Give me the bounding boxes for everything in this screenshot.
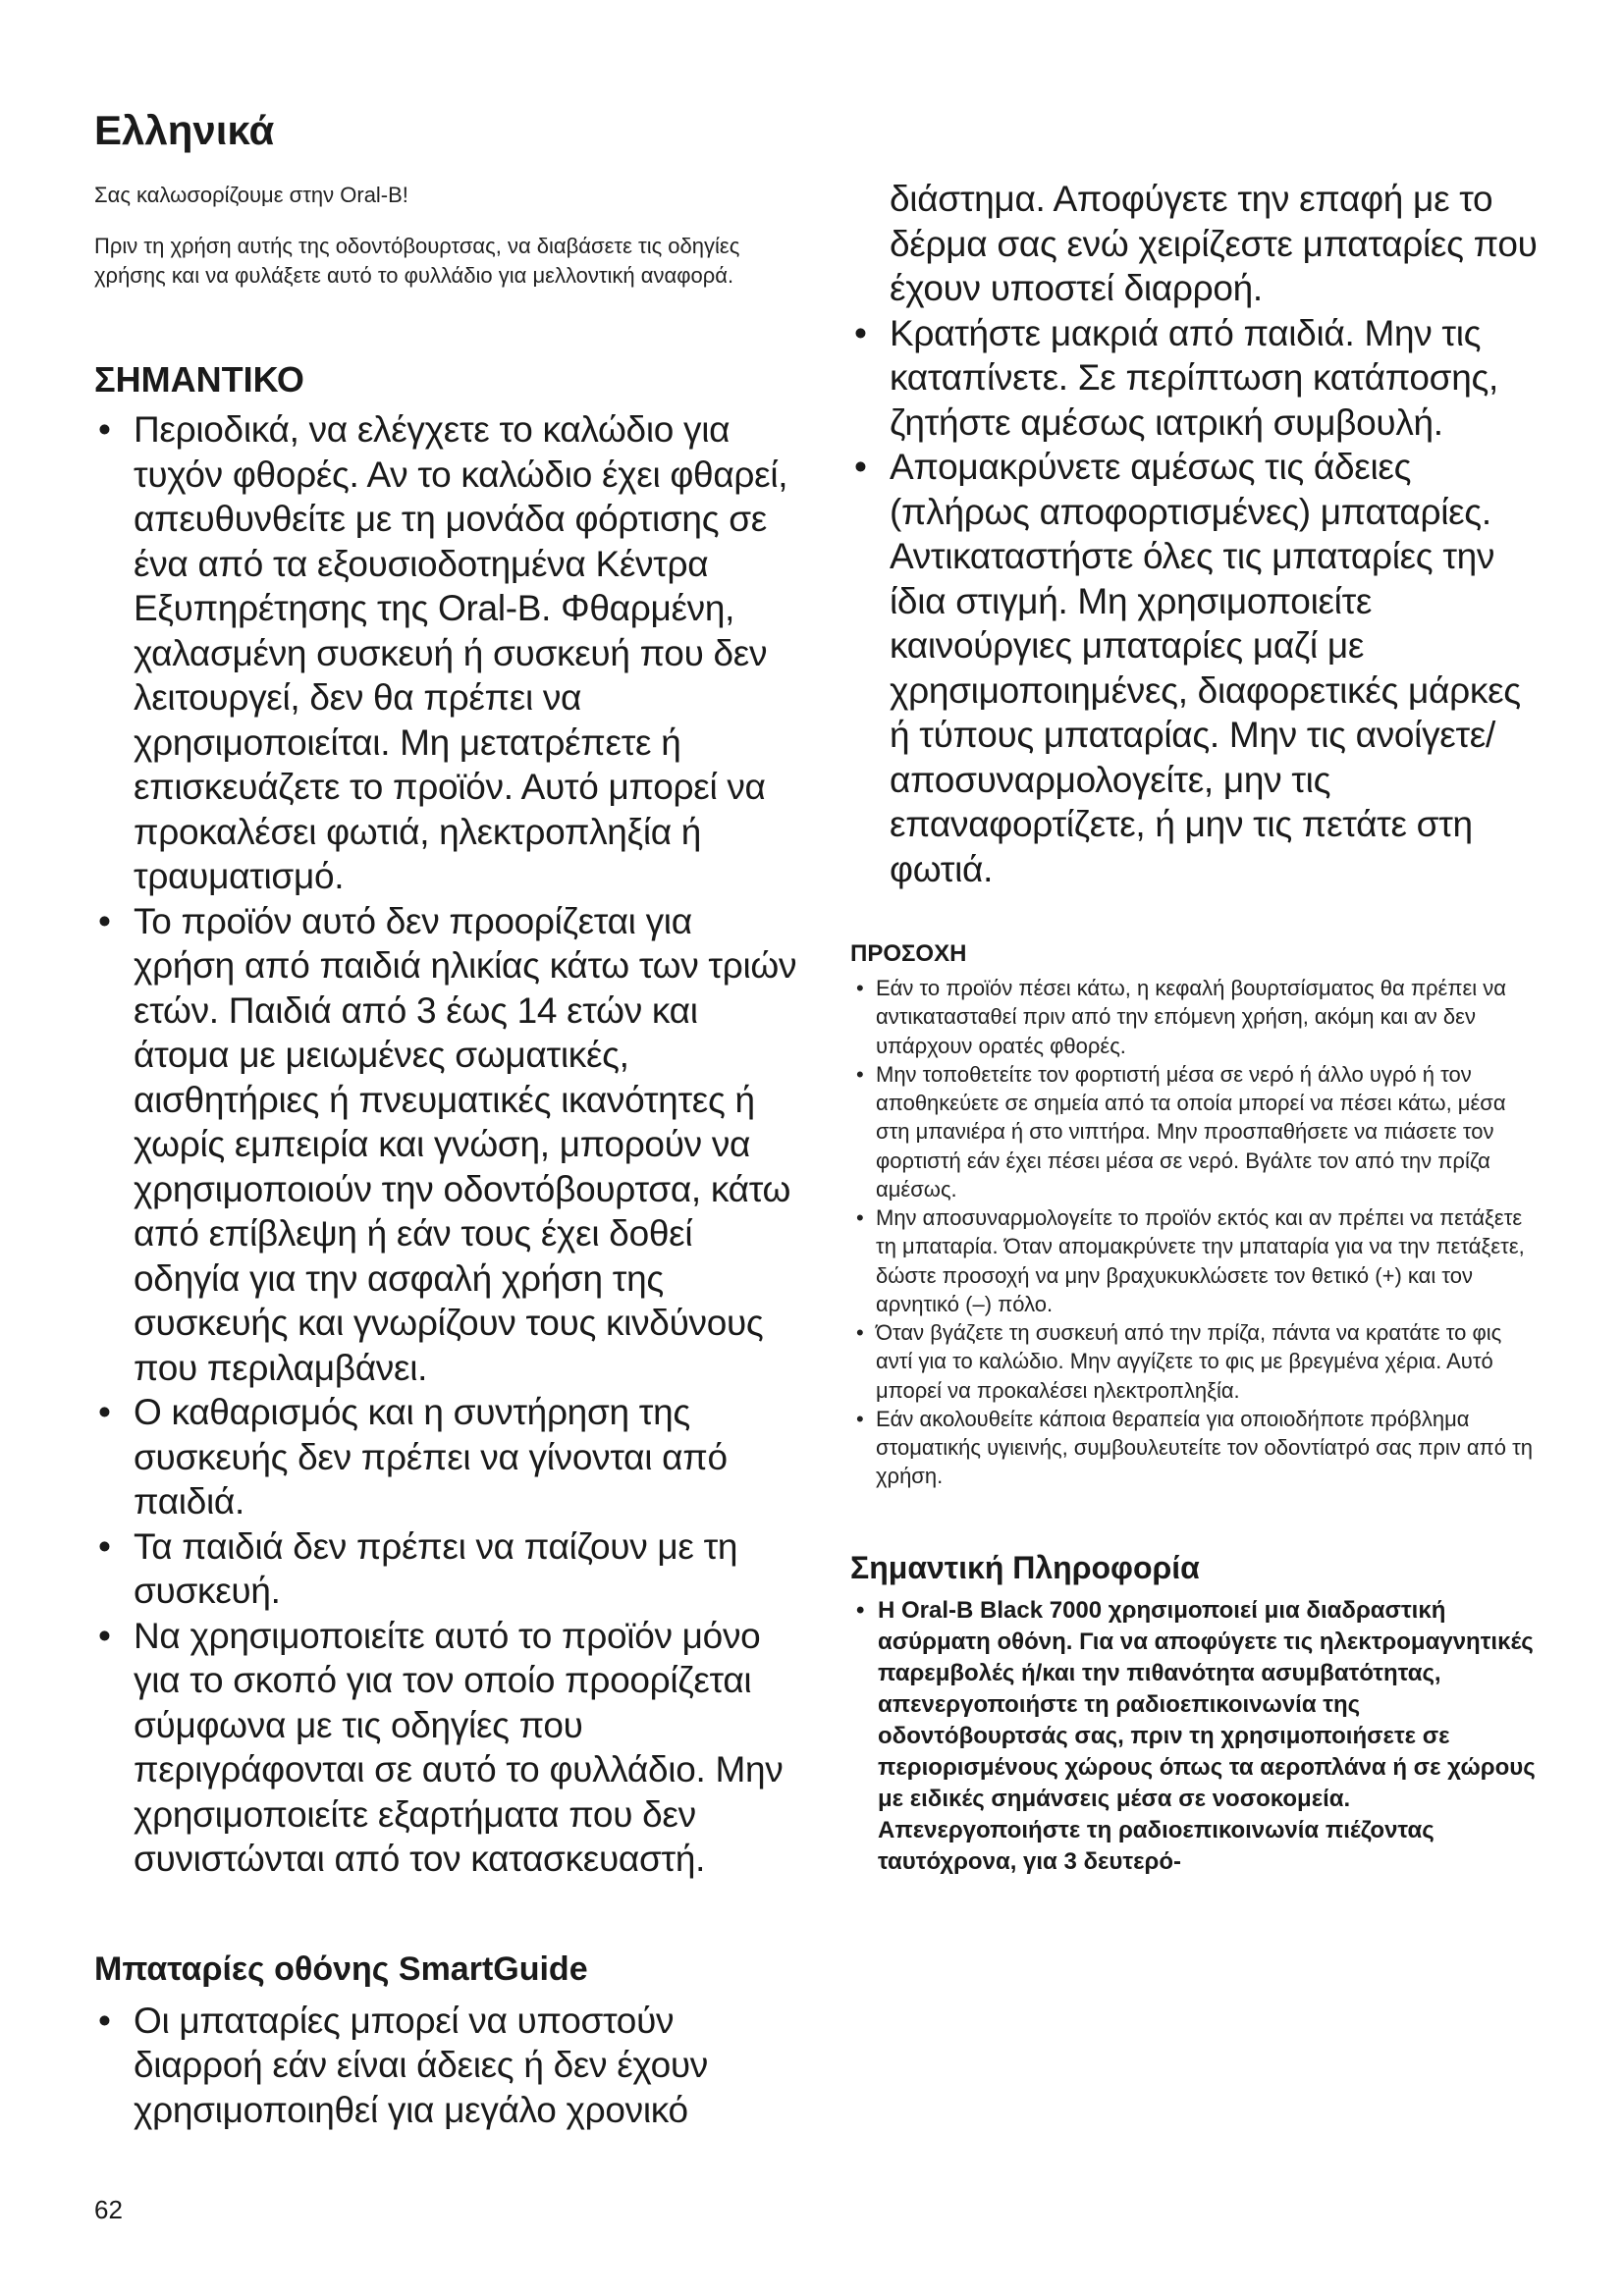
- bullet-icon: •: [98, 1392, 111, 1433]
- bullet-icon: •: [856, 1320, 864, 1345]
- caution-title: ΠΡΟΣΟΧΗ: [850, 940, 967, 967]
- bullet-icon: •: [98, 1525, 111, 1567]
- list-item: • Μην τοποθετείτε τον φορτιστή μέσα σε νερό ή άλλο υγρό ή τον αποθηκεύετε σε σημεία από τα οποία μπορεί να πέσει κάτω, μέσα στη μπανιέρα ή στο νιπτήρα. Μην προσπαθήσετε να πιάσετε τον φορτιστή εάν έχει πέσει μέσα σε νερό. Βγάλτε τον από την πρίζα αμέσως.: [856, 1061, 1506, 1201]
- list-item: • Περιοδικά, να ελέγχετε το καλώδιο για τυχόν φθορές. Αν το καλώδιο έχει φθαρεί, απευθυνθείτε με τη μονάδα φόρτισης σε ένα από τα εξουσιοδοτημένα Κέντρα Εξυπηρέτησης της Oral-B. Φθαρμένη, χαλασμένη συσκευή ή συσκευή που δεν λειτουργεί, δεν θα πρέπει να χρησιμοποιείται. Μη μετατρέπετε ή επισκευάζετε το προϊόν. Αυτό μπορεί να προκαλέσει φωτιά, ηλεκτροπληξία ή τραυματισμό.: [98, 409, 788, 897]
- batteries-title: Μπαταρίες οθόνης SmartGuide: [94, 1949, 588, 1988]
- bullet-icon: •: [856, 1597, 865, 1625]
- caution-list: [850, 974, 1538, 1491]
- bullet-icon: •: [856, 1205, 864, 1230]
- list-item: • Όταν βγάζετε τη συσκευή από την πρίζα, πάντα να κρατάτε το φις αντί για το καλώδιο. Μην αγγίζετε το φις με βρεγμένα χέρια. Αυτό μπορεί να προκαλέσει ηλεκτροπληξία.: [856, 1320, 1502, 1403]
- bullet-icon: •: [856, 1061, 864, 1087]
- bullet-icon: •: [98, 1615, 111, 1656]
- list-item: • Να χρησιμοποιείτε αυτό το προϊόν μόνο για το σκοπό για τον οποίο προορίζεται σύμφωνα με τις οδηγίες που περιγράφονται σε αυτό το φυλλάδιο. Μην χρησιμοποιείτε εξαρτήματα που δεν συνιστώνται από τον κατασκευαστή.: [98, 1615, 784, 1880]
- battery-item1-continued: διάστημα. Αποφύγετε την επαφή με το δέρμα σας ενώ χειρίζεστε μπαταρίες που έχουν υποστεί διαρροή.: [890, 179, 1538, 308]
- list-item: • Απομακρύνετε αμέσως τις άδειες (πλήρως αποφορτισμένες) μπαταρίες. Αντικαταστήστε όλες τις μπαταρίες την ίδια στιγμή. Μη χρησιμοποιείτε καινούργιες μπαταρίες μαζί με χρησιμοποιημένες, διαφορετικές μάρκες ή τύπους μπαταρίας. Μην τις ανοίγετε/αποσυναρμολογείτε, μην τις επαναφορτίζετε, ή μην τις πετάτε στη φωτιά.: [854, 447, 1521, 889]
- bullet-icon: •: [856, 1406, 864, 1431]
- bullet-icon: •: [98, 409, 111, 451]
- bullet-icon: •: [98, 900, 111, 941]
- page-number: 62: [94, 2195, 123, 2224]
- list-item: • Το προϊόν αυτό δεν προορίζεται για χρήση από παιδιά ηλικίας κάτω των τριών ετών. Παιδιά από 3 έως 14 ετών και άτομα με μειωμένες σωματικές, αισθητήριες ή πνευματικές ικανότητες ή χωρίς εμπειρία και γνώση, μπορούν να χρησιμοποιούν την οδοντόβουρτσα, κάτω από επίβλεψη ή εάν τους έχει δοθεί οδηγία για την ασφαλή χρήση της συσκευής και γνωρίζουν τους κινδύνους που περιλαμβάνει.: [98, 900, 797, 1388]
- batteries-list-part2: [850, 311, 1538, 892]
- bullet-icon: •: [856, 976, 864, 1000]
- list-item: • Οι μπαταρίες μπορεί να υποστούν διαρροή εάν είναι άδειες ή δεν έχουν χρησιμοποιηθεί για μεγάλο χρονικό: [98, 2000, 708, 2130]
- list-item: • Η Oral-B Black 7000 χρησιμοποιεί μια διαδραστική ασύρματη οθόνη. Για να αποφύγετε τις ηλεκτρομαγνητικές παρεμβολές ή/και την πιθανότητα ασυμβατότητας, απενεργοποιήστε τη ραδιοεπικοινωνία της οδοντόβουρτσάς σας, πριν τη χρησιμοποιήσετε σε περιορισμένους χώρους όπως τα αεροπλάνα ή σε χώρους με ειδικές σημάνσεις μέσα σε νοσοκομεία. Απενεργοποιήστε τη ραδιοεπικοινωνία πιέζοντας ταυτόχρονα, για 3 δευτερό-: [856, 1597, 1536, 1875]
- list-item: • Τα παιδιά δεν πρέπει να παίζουν με τη συσκευή.: [98, 1525, 738, 1612]
- bullet-icon: •: [854, 447, 867, 487]
- bullet-icon: •: [854, 312, 867, 353]
- important-title: ΣΗΜΑΝΤΙΚΟ: [94, 358, 304, 400]
- important-list: [94, 407, 801, 1882]
- list-item: • Μην αποσυναρμολογείτε το προϊόν εκτός και αν πρέπει να πετάξετε τη μπαταρία. Όταν απομακρύνετε την μπαταρία για να την πετάξετε, δώστε προσοχή να μην βραχυκυκλώσετε τον θετικό (+) και τον αρνητικό (–) πόλο.: [856, 1205, 1525, 1316]
- important-info-title: Σημαντική Πληροφορία: [850, 1549, 1200, 1585]
- left-column: [94, 108, 801, 2132]
- instructions-text: Πριν τη χρήση αυτής της οδοντόβουρτσας, να διαβάσετε τις οδηγίες χρήσης και να φυλάξετε αυτό το φυλλάδιο για μελλοντική αναφορά.: [94, 234, 740, 288]
- important-info-list: [850, 1595, 1538, 1877]
- batteries-list-part1: [94, 1999, 801, 2133]
- right-column: [850, 177, 1538, 1877]
- list-item: • Κρατήστε μακριά από παιδιά. Μην τις καταπίνετε. Σε περίπτωση κατάποσης, ζητήστε αμέσως ιατρική συμβουλή.: [854, 312, 1498, 443]
- list-item: • Εάν το προϊόν πέσει κάτω, η κεφαλή βουρτσίσματος θα πρέπει να αντικατασταθεί πριν από την επόμενη χρήση, ακόμη και αν δεν υπάρχουν ορατές φθορές.: [856, 976, 1507, 1058]
- bullet-icon: •: [98, 2000, 111, 2041]
- welcome-text: Σας καλωσορίζουμε στην Oral-B!: [94, 183, 408, 208]
- language-title: Ελληνικά: [94, 107, 275, 153]
- list-item: • Ο καθαρισμός και η συντήρηση της συσκευής δεν πρέπει να γίνονται από παιδιά.: [98, 1392, 728, 1522]
- list-item: • Εάν ακολουθείτε κάποια θεραπεία για οποιοδήποτε πρόβλημα στοματικής υγιεινής, συμβουλευτείτε τον οδοντίατρό σας πριν από τη χρήση.: [856, 1406, 1534, 1489]
